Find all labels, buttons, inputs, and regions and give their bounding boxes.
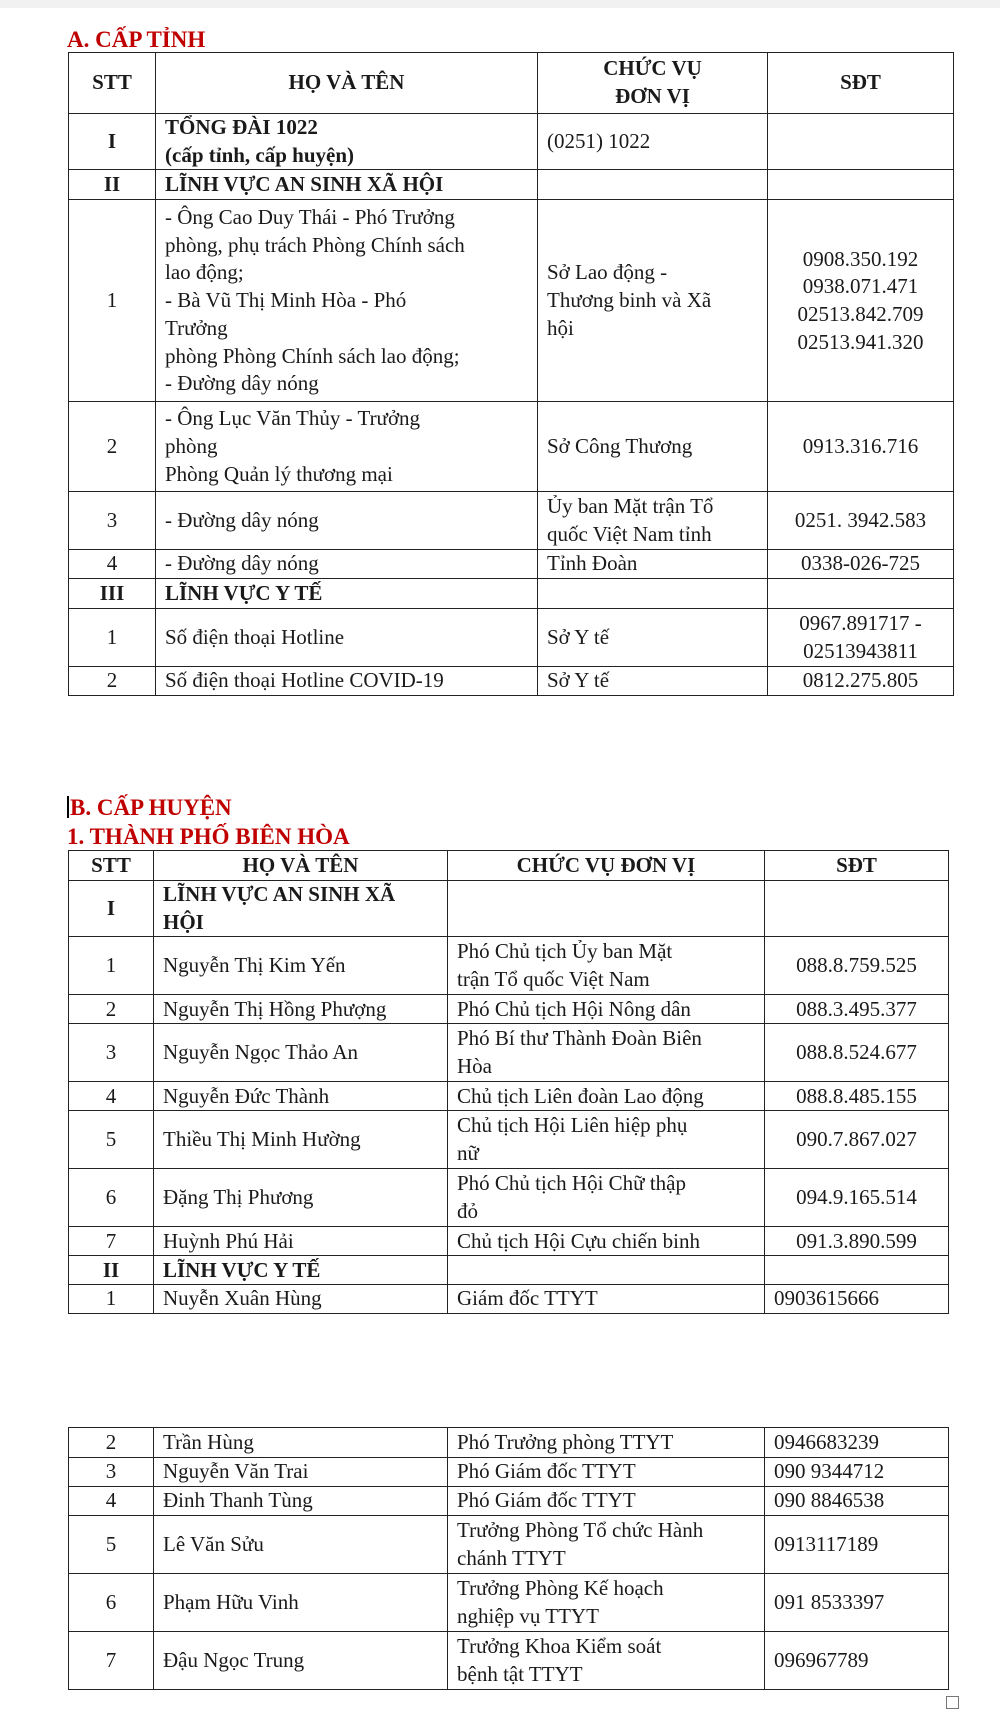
cell-unit: Phó Bí thư Thành Đoàn Biên Hòa <box>448 1024 765 1082</box>
cell-unit: (0251) 1022 <box>538 114 768 170</box>
header-stt: STT <box>69 851 154 881</box>
cell-stt: 4 <box>69 1487 154 1516</box>
cell-stt: 1 <box>69 1285 154 1314</box>
cell-unit: Giám đốc TTYT <box>448 1285 765 1314</box>
cell-name: LĨNH VỰC AN SINH XÃ HỘI <box>156 170 538 200</box>
cell-name: Lê Văn Sửu <box>154 1516 448 1574</box>
table-row <box>69 1169 949 1227</box>
bien-hoa-contacts-table <box>68 850 949 1314</box>
cell-phone: 090 9344712 <box>765 1458 949 1487</box>
cell-name: Nguyễn Thị Kim Yến <box>154 937 448 995</box>
cell-stt: 5 <box>69 1516 154 1574</box>
cell-name: Đinh Thanh Tùng <box>154 1487 448 1516</box>
cell-phone: 0913117189 <box>765 1516 949 1574</box>
header-unit: CHỨC VỤ ĐƠN VỊ <box>538 53 768 114</box>
section-row <box>69 579 954 609</box>
cell-stt: 2 <box>69 995 154 1024</box>
table-row <box>69 609 954 667</box>
cell-unit: Tỉnh Đoàn <box>538 550 768 579</box>
top-strip <box>0 0 1000 8</box>
table-resize-handle[interactable] <box>946 1696 959 1709</box>
cell-name: LĨNH VỰC Y TẾ <box>154 1256 448 1285</box>
cell-unit: Ủy ban Mặt trận Tổ quốc Việt Nam tỉnh <box>538 492 768 550</box>
table-row <box>69 1285 949 1314</box>
cell-name: Nguyễn Thị Hồng Phượng <box>154 995 448 1024</box>
table-row <box>69 1516 949 1574</box>
cell-name: Số điện thoại Hotline <box>156 609 538 667</box>
cell-phone: 0908.350.192 0938.071.471 02513.842.709 02513.941.320 <box>768 200 954 402</box>
cell-name: Nguyễn Đức Thành <box>154 1082 448 1111</box>
cell-stt: 2 <box>69 667 156 696</box>
cell-stt: 1 <box>69 937 154 995</box>
cell-stt: 7 <box>69 1227 154 1256</box>
cell-phone <box>765 1256 949 1285</box>
table-header-row <box>69 53 954 114</box>
cell-name: Nguyễn Ngọc Thảo An <box>154 1024 448 1082</box>
cell-stt: II <box>69 1256 154 1285</box>
table-row <box>69 1458 949 1487</box>
cell-stt: 4 <box>69 550 156 579</box>
cell-phone: 088.3.495.377 <box>765 995 949 1024</box>
cell-name: Đậu Ngọc Trung <box>154 1632 448 1690</box>
cell-unit: Phó Giám đốc TTYT <box>448 1458 765 1487</box>
cell-stt: 3 <box>69 1458 154 1487</box>
cell-unit: Phó Giám đốc TTYT <box>448 1487 765 1516</box>
section-row <box>69 1256 949 1285</box>
cell-phone: 090.7.867.027 <box>765 1111 949 1169</box>
cell-phone: 0967.891717 - 02513943811 <box>768 609 954 667</box>
table-row <box>69 937 949 995</box>
cell-name: LĨNH VỰC AN SINH XÃ HỘI <box>154 881 448 937</box>
cell-name: LĨNH VỰC Y TẾ <box>156 579 538 609</box>
cell-phone: 088.8.524.677 <box>765 1024 949 1082</box>
table-row <box>69 1428 949 1458</box>
table-row <box>69 402 954 492</box>
cell-unit: Sở Công Thương <box>538 402 768 492</box>
cell-phone <box>765 881 949 937</box>
cell-name: - Đường dây nóng <box>156 492 538 550</box>
cell-unit: Chủ tịch Hội Liên hiệp phụ nữ <box>448 1111 765 1169</box>
cell-name: Phạm Hữu Vinh <box>154 1574 448 1632</box>
cell-unit: Trưởng Khoa Kiểm soát bệnh tật TTYT <box>448 1632 765 1690</box>
cell-unit: Sở Y tế <box>538 609 768 667</box>
section-b-heading <box>67 796 232 819</box>
header-name: HỌ VÀ TÊN <box>156 53 538 114</box>
cell-unit: Sở Y tế <box>538 667 768 696</box>
cell-phone: 091.3.890.599 <box>765 1227 949 1256</box>
cell-stt: I <box>69 881 154 937</box>
table-row <box>69 1082 949 1111</box>
cell-stt: 1 <box>69 200 156 402</box>
cell-phone: 090 8846538 <box>765 1487 949 1516</box>
table-row <box>69 1487 949 1516</box>
table-row <box>69 200 954 402</box>
table-row <box>69 1632 949 1690</box>
text-cursor <box>67 796 69 818</box>
bien-hoa-contacts-table-continued <box>68 1427 949 1690</box>
section-b-subheading: 1. THÀNH PHỐ BIÊN HÒA <box>67 824 350 849</box>
cell-phone: 096967789 <box>765 1632 949 1690</box>
cell-phone <box>768 170 954 200</box>
cell-stt: 2 <box>69 402 156 492</box>
cell-stt: 2 <box>69 1428 154 1458</box>
cell-unit: Sở Lao động - Thương binh và Xã hội <box>538 200 768 402</box>
cell-name: - Đường dây nóng <box>156 550 538 579</box>
cell-unit <box>538 579 768 609</box>
cell-name: Nguyễn Văn Trai <box>154 1458 448 1487</box>
cell-phone: 088.8.759.525 <box>765 937 949 995</box>
table-row <box>69 1024 949 1082</box>
cell-phone <box>768 114 954 170</box>
section-row <box>69 881 949 937</box>
cell-name: Số điện thoại Hotline COVID-19 <box>156 667 538 696</box>
cell-stt: 6 <box>69 1169 154 1227</box>
cell-phone: 0251. 3942.583 <box>768 492 954 550</box>
cell-stt: 1 <box>69 609 156 667</box>
table-header-row <box>69 851 949 881</box>
cell-name: Trần Hùng <box>154 1428 448 1458</box>
cell-name: Thiều Thị Minh Hường <box>154 1111 448 1169</box>
cell-phone: 0812.275.805 <box>768 667 954 696</box>
cell-stt: 7 <box>69 1632 154 1690</box>
cell-phone: 091 8533397 <box>765 1574 949 1632</box>
cell-name: Đặng Thị Phương <box>154 1169 448 1227</box>
cell-phone: 0338-026-725 <box>768 550 954 579</box>
cell-unit: Phó Chủ tịch Hội Chữ thập đỏ <box>448 1169 765 1227</box>
table-row <box>69 492 954 550</box>
header-unit: CHỨC VỤ ĐƠN VỊ <box>448 851 765 881</box>
cell-phone <box>768 579 954 609</box>
cell-stt: II <box>69 170 156 200</box>
header-name: HỌ VÀ TÊN <box>154 851 448 881</box>
cell-unit: Phó Chủ tịch Hội Nông dân <box>448 995 765 1024</box>
cell-unit <box>448 881 765 937</box>
table-row <box>69 1574 949 1632</box>
cell-name: - Ông Cao Duy Thái - Phó Trưởng phòng, phụ trách Phòng Chính sách lao động; - Bà Vũ Thị Minh Hòa - Phó Trưởng phòng Phòng Chính sách lao động; - Đường dây nóng <box>156 200 538 402</box>
cell-phone: 094.9.165.514 <box>765 1169 949 1227</box>
cell-unit <box>448 1256 765 1285</box>
cell-unit: Chủ tịch Liên đoàn Lao động <box>448 1082 765 1111</box>
cell-unit: Chủ tịch Hội Cựu chiến binh <box>448 1227 765 1256</box>
header-stt: STT <box>69 53 156 114</box>
header-phone: SĐT <box>765 851 949 881</box>
cell-stt: III <box>69 579 156 609</box>
cell-stt: 6 <box>69 1574 154 1632</box>
cell-phone: 088.8.485.155 <box>765 1082 949 1111</box>
cell-unit <box>538 170 768 200</box>
cell-name: - Ông Lục Văn Thủy - Trưởng phòng Phòng Quản lý thương mại <box>156 402 538 492</box>
section-row <box>69 170 954 200</box>
cell-phone: 0946683239 <box>765 1428 949 1458</box>
header-phone: SĐT <box>768 53 954 114</box>
cell-name: Nuyễn Xuân Hùng <box>154 1285 448 1314</box>
table-row <box>69 1111 949 1169</box>
cell-stt: 3 <box>69 492 156 550</box>
cell-unit: Trưởng Phòng Tổ chức Hành chánh TTYT <box>448 1516 765 1574</box>
provincial-contacts-table <box>68 52 954 696</box>
cell-phone: 0903615666 <box>765 1285 949 1314</box>
cell-unit: Phó Trưởng phòng TTYT <box>448 1428 765 1458</box>
cell-stt: I <box>69 114 156 170</box>
table-row <box>69 114 954 170</box>
cell-stt: 5 <box>69 1111 154 1169</box>
table-row <box>69 550 954 579</box>
section-a-heading: A. CẤP TỈNH <box>67 27 206 52</box>
cell-unit: Phó Chủ tịch Ủy ban Mặt trận Tổ quốc Việt Nam <box>448 937 765 995</box>
cell-unit: Trưởng Phòng Kế hoạch nghiệp vụ TTYT <box>448 1574 765 1632</box>
table-row <box>69 667 954 696</box>
cell-name: TỔNG ĐÀI 1022 (cấp tỉnh, cấp huyện) <box>156 114 538 170</box>
table-row <box>69 1227 949 1256</box>
cell-phone: 0913.316.716 <box>768 402 954 492</box>
cell-name: Huỳnh Phú Hải <box>154 1227 448 1256</box>
cell-stt: 3 <box>69 1024 154 1082</box>
table-row <box>69 995 949 1024</box>
section-b-heading-text: B. CẤP HUYỆN <box>70 795 232 820</box>
cell-stt: 4 <box>69 1082 154 1111</box>
